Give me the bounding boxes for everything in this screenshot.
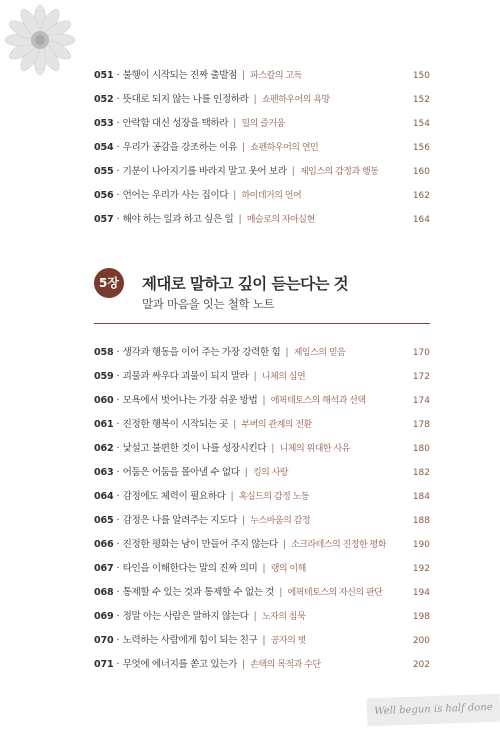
entry-number: 061 xyxy=(94,419,114,430)
entry-subtitle: 에픽테토스의 해석과 선택 xyxy=(270,396,366,406)
entry-page-number: 182 xyxy=(412,468,430,478)
entry-page-number: 150 xyxy=(412,71,430,81)
entry-subtitle: 노자의 침묵 xyxy=(261,612,306,622)
entry-page-number: 200 xyxy=(412,636,430,646)
entry-number: 059 xyxy=(94,371,114,382)
entry-number: 058 xyxy=(94,347,114,358)
entry-number: 066 xyxy=(94,539,114,550)
entry-page-number: 162 xyxy=(412,191,430,201)
toc-entry[interactable] xyxy=(94,461,430,485)
entry-subtitle: 쇼펜하우어의 연민 xyxy=(250,143,319,153)
entry-divider: | xyxy=(276,587,286,598)
entry-page-number: 194 xyxy=(412,588,430,598)
entry-separator-dot: · xyxy=(113,515,123,526)
entry-page-number: 160 xyxy=(412,167,430,177)
entry-title: 우리가 공감을 강조하는 이유 xyxy=(122,142,237,153)
chapter-badge: 5장 xyxy=(94,268,124,298)
entry-divider: | xyxy=(250,611,260,622)
toc-entry[interactable] xyxy=(94,509,430,533)
entry-title: 어둠은 어둠을 몰아낼 수 없다 xyxy=(122,467,240,478)
entry-subtitle: 매슬로의 자아실현 xyxy=(246,215,315,225)
entry-title: 불행이 시작되는 진짜 출발점 xyxy=(122,70,237,81)
entry-page-number: 202 xyxy=(412,660,430,670)
entry-page-number: 190 xyxy=(412,540,430,550)
entry-subtitle: 부버의 관계의 전환 xyxy=(241,420,312,430)
entry-subtitle: 공자의 벗 xyxy=(270,636,306,646)
entry-title: 감정은 나를 알려주는 지도다 xyxy=(122,515,237,526)
toc-section-1 xyxy=(94,64,430,232)
entry-page-number: 188 xyxy=(412,516,430,526)
entry-separator-dot: · xyxy=(113,563,123,574)
entry-page-number: 198 xyxy=(412,612,430,622)
entry-number: 057 xyxy=(94,214,114,225)
entry-number: 064 xyxy=(94,491,114,502)
entry-subtitle: 니체의 위대한 사유 xyxy=(279,444,350,454)
entry-divider: | xyxy=(259,395,269,406)
entry-page-number: 180 xyxy=(412,444,430,454)
entry-title: 통제할 수 있는 것과 통제할 수 없는 것 xyxy=(122,587,275,598)
entry-subtitle: 파스칼의 고독 xyxy=(250,71,302,81)
entry-title: 괴물과 싸우다 괴물이 되지 말라 xyxy=(122,371,249,382)
entry-divider: | xyxy=(227,491,237,502)
entry-subtitle: 밀의 즐거움 xyxy=(241,119,285,129)
entry-number: 067 xyxy=(94,563,114,574)
entry-number: 060 xyxy=(94,395,114,406)
entry-title: 기분이 나아지기를 바라지 말고 웃어 보라 xyxy=(122,166,287,177)
entry-separator-dot: · xyxy=(113,371,123,382)
entry-divider: | xyxy=(288,166,298,177)
toc-entry[interactable] xyxy=(94,413,430,437)
flower-icon xyxy=(0,0,80,80)
entry-divider: | xyxy=(282,347,292,358)
toc-entry[interactable] xyxy=(94,64,430,88)
toc-entry[interactable] xyxy=(94,437,430,461)
entry-separator-dot: · xyxy=(113,659,123,670)
entry-divider: | xyxy=(250,371,260,382)
entry-title: 안락함 대신 성장을 택하라 xyxy=(122,118,229,129)
entry-subtitle: 랭의 이해 xyxy=(270,564,306,574)
entry-divider: | xyxy=(241,467,251,478)
entry-subtitle: 쇼펜하우어의 욕망 xyxy=(261,95,330,105)
entry-separator-dot: · xyxy=(113,611,123,622)
entry-separator-dot: · xyxy=(113,94,123,105)
entry-number: 055 xyxy=(94,166,114,177)
toc-entry[interactable] xyxy=(94,389,430,413)
entry-separator-dot: · xyxy=(113,467,123,478)
toc-entry[interactable] xyxy=(94,629,430,653)
entry-number: 069 xyxy=(94,611,114,622)
entry-divider: | xyxy=(238,515,249,526)
entry-separator-dot: · xyxy=(113,635,123,646)
entry-title: 노력하는 사람에게 힘이 되는 친구 xyxy=(122,635,258,646)
entry-subtitle: 혹실드의 감정 노동 xyxy=(238,492,310,502)
entry-separator-dot: · xyxy=(113,70,123,81)
toc-entry[interactable] xyxy=(94,581,430,605)
entry-title: 감정에도 체력이 필요하다 xyxy=(122,491,226,502)
entry-divider: | xyxy=(268,443,278,454)
entry-page-number: 156 xyxy=(412,143,430,153)
toc-entry[interactable] xyxy=(94,341,430,365)
entry-title: 타인을 이해한다는 말의 진짜 의미 xyxy=(122,563,258,574)
entry-title: 진정한 평화는 남이 만들어 주지 않는다 xyxy=(122,539,278,550)
toc-entry[interactable] xyxy=(94,653,430,677)
entry-subtitle: 제임스의 믿음 xyxy=(293,348,346,358)
entry-page-number: 164 xyxy=(412,215,430,225)
entry-number: 051 xyxy=(94,70,114,81)
toc-entry[interactable] xyxy=(94,605,430,629)
entry-number: 053 xyxy=(94,118,114,129)
entry-number: 071 xyxy=(94,659,114,670)
entry-title: 언어는 우리가 사는 집이다 xyxy=(122,190,229,201)
entry-separator-dot: · xyxy=(113,587,123,598)
entry-divider: | xyxy=(230,419,240,430)
entry-title: 낯설고 불편한 것이 나를 성장시킨다 xyxy=(122,443,267,454)
entry-subtitle: 소크라테스의 진정한 평화 xyxy=(291,540,386,550)
quote-ribbon: Well begun is half done xyxy=(367,694,500,727)
entry-page-number: 170 xyxy=(412,348,430,358)
entry-separator-dot: · xyxy=(113,539,123,550)
entry-separator-dot: · xyxy=(113,142,123,153)
entry-divider: | xyxy=(259,635,269,646)
entry-subtitle: 킹의 사랑 xyxy=(252,468,289,478)
chapter-divider xyxy=(94,323,430,324)
toc-entry[interactable] xyxy=(94,184,430,208)
entry-number: 062 xyxy=(94,443,114,454)
entry-separator-dot: · xyxy=(113,395,123,406)
entry-separator-dot: · xyxy=(113,214,123,225)
entry-subtitle: 누스바움의 감정 xyxy=(250,516,311,526)
chapter-title: 제대로 말하고 깊이 듣는다는 것 xyxy=(142,275,349,293)
toc-entry[interactable] xyxy=(94,112,430,136)
entry-page-number: 192 xyxy=(412,564,430,574)
entry-title: 뜻대로 되지 않는 나를 인정하라 xyxy=(122,94,249,105)
entry-subtitle: 제임스의 감정과 행동 xyxy=(299,167,379,177)
entry-page-number: 152 xyxy=(412,95,430,105)
entry-page-number: 172 xyxy=(412,372,430,382)
toc-entry[interactable] xyxy=(94,485,430,509)
entry-title: 생각과 행동을 이어 주는 가장 강력한 힘 xyxy=(122,347,281,358)
toc-entry[interactable] xyxy=(94,136,430,160)
entry-divider: | xyxy=(238,70,249,81)
entry-number: 052 xyxy=(94,94,114,105)
entry-subtitle: 니체의 심연 xyxy=(261,372,306,382)
entry-separator-dot: · xyxy=(113,190,123,201)
entry-divider: | xyxy=(230,190,240,201)
entry-separator-dot: · xyxy=(113,347,123,358)
entry-number: 063 xyxy=(94,467,114,478)
entry-page-number: 174 xyxy=(412,396,430,406)
entry-divider: | xyxy=(230,118,240,129)
entry-title: 모욕에서 벗어나는 가장 쉬운 방법 xyxy=(122,395,258,406)
entry-separator-dot: · xyxy=(113,491,123,502)
toc-entry[interactable] xyxy=(94,533,430,557)
entry-subtitle: 하이데거의 언어 xyxy=(241,191,302,201)
entry-number: 070 xyxy=(94,635,114,646)
entry-separator-dot: · xyxy=(113,419,123,430)
entry-title: 진정한 행복이 시작되는 곳 xyxy=(122,419,229,430)
entry-number: 068 xyxy=(94,587,114,598)
entry-number: 056 xyxy=(94,190,114,201)
entry-divider: | xyxy=(235,214,245,225)
entry-divider: | xyxy=(259,563,269,574)
entry-title: 정말 아는 사람은 말하지 않는다 xyxy=(122,611,249,622)
entry-title: 무엇에 에너지를 쏟고 있는가 xyxy=(122,659,237,670)
entry-divider: | xyxy=(250,94,260,105)
chapter-subtitle: 말과 마음을 잇는 철학 노트 xyxy=(142,297,275,311)
toc-entry[interactable] xyxy=(94,365,430,389)
toc-entry[interactable] xyxy=(94,557,430,581)
entry-page-number: 184 xyxy=(412,492,430,502)
entry-divider: | xyxy=(279,539,290,550)
entry-divider: | xyxy=(238,659,249,670)
entry-subtitle: 에픽테토스의 자신의 판단 xyxy=(287,588,383,598)
toc-section-2 xyxy=(94,341,430,677)
entry-separator-dot: · xyxy=(113,443,123,454)
entry-subtitle: 손택의 목적과 수단 xyxy=(250,660,321,670)
toc-entry[interactable] xyxy=(94,208,430,232)
entry-number: 054 xyxy=(94,142,114,153)
entry-page-number: 154 xyxy=(412,119,430,129)
entry-title: 해야 하는 일과 하고 싶은 일 xyxy=(122,214,234,225)
entry-divider: | xyxy=(238,142,249,153)
toc-entry[interactable] xyxy=(94,160,430,184)
entry-page-number: 178 xyxy=(412,420,430,430)
entry-number: 065 xyxy=(94,515,114,526)
toc-entry[interactable] xyxy=(94,88,430,112)
entry-separator-dot: · xyxy=(113,118,123,129)
entry-separator-dot: · xyxy=(113,166,123,177)
